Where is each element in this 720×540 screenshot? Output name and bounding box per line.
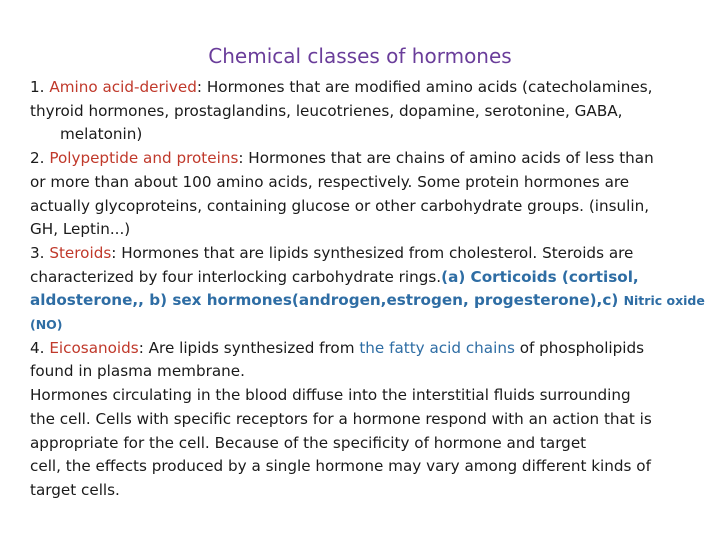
polypeptide-line-3: actually glycoproteins, containing glucose or other carbohydrate groups. (insulin, xyxy=(30,196,650,215)
fatty-acid-chains-text: the fatty acid chains xyxy=(359,338,515,357)
item-number: 3. xyxy=(30,243,50,262)
eicosanoids-line-1 xyxy=(30,337,700,361)
steroids-term: Steroids xyxy=(49,243,112,262)
circulation-line-1: Hormones circulating in the blood diffuse into the interstitial fluids surrounding xyxy=(30,386,631,405)
eicosanoids-line-2: found in plasma membrane. xyxy=(30,362,245,381)
page-title: Chemical classes of hormones xyxy=(208,44,512,68)
circulation-line-2: the cell. Cells with specific receptors for a hormone respond with an action that is xyxy=(30,409,652,428)
circulation-line-5: target cells. xyxy=(30,480,120,499)
item-number: 1. xyxy=(30,78,50,96)
steroids-rings-text: characterized by four interlocking carbohydrate rings. xyxy=(30,267,442,286)
amino-acid-line-2: thyroid hormones, prostaglandins, leucotrienes, dopamine, serotonine, GABA, xyxy=(30,101,623,120)
polypeptide-term: Polypeptide and proteins xyxy=(49,149,239,168)
amino-acid-text: : Hormones that are modified amino acids (catecholamines, xyxy=(196,78,653,96)
item-number: 4. xyxy=(30,338,50,357)
slide-body xyxy=(30,76,705,503)
corticoids-text: (a) Corticoids (cortisol, xyxy=(441,267,639,286)
polypeptide-line-2: or more than about 100 amino acids, respectively. Some protein hormones are xyxy=(30,172,630,191)
steroids-text: : Hormones that are lipids synthesized from cholesterol. Steroids are xyxy=(111,243,634,262)
amino-acid-line-3: melatonin) xyxy=(60,125,143,144)
circulation-line-4: cell, the effects produced by a single hormone may vary among different kinds of xyxy=(30,457,651,476)
item-number: 2. xyxy=(30,149,50,168)
eicosanoids-text-c: of phospholipids xyxy=(514,338,645,357)
steroids-line-3 xyxy=(30,289,705,313)
polypeptide-line-1 xyxy=(30,147,700,171)
sex-hormones-text: aldosterone,, b) sex hormones(androgen,estrogen, progesterone),c) xyxy=(30,291,624,310)
eicosanoids-text-a: : Are lipids synthesized from xyxy=(138,338,360,357)
circulation-line-3: appropriate for the cell. Because of the specificity of hormone and target xyxy=(30,433,587,452)
steroids-line-2 xyxy=(30,266,700,290)
amino-acid-term: Amino acid-derived xyxy=(49,78,197,96)
polypeptide-line-4: GH, Leptin...) xyxy=(30,220,131,239)
polypeptide-text: : Hormones that are chains of amino acids of less than xyxy=(238,149,654,168)
steroids-line-4: (NO) xyxy=(30,317,63,333)
amino-acid-line-1 xyxy=(30,76,700,100)
eicosanoids-term: Eicosanoids xyxy=(49,338,139,357)
nitric-oxide-text: Nitric oxide xyxy=(623,293,705,309)
steroids-line-1 xyxy=(30,242,700,266)
